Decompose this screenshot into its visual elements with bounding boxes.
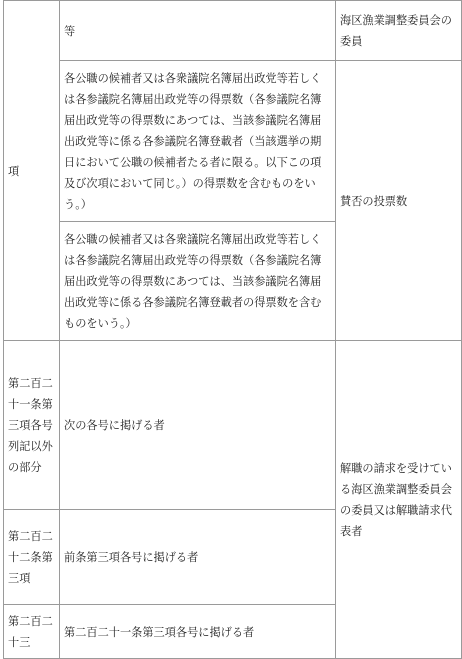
replacement-text-cell: 海区漁業調整委員会の委員: [336, 1, 462, 61]
original-text-cell: 等: [60, 1, 336, 61]
provision-cell: 第二百二十二条第三項: [4, 510, 60, 605]
original-text-cell: 次の各号に掲げる者: [60, 341, 336, 510]
replacement-text-cell: 解職の請求を受けている海区漁業調整委員会の委員又は解職請求代表者: [336, 341, 462, 659]
law-substitution-table: [3, 0, 462, 659]
original-text-cell: 前条第三項各号に掲げる者: [60, 510, 336, 605]
provision-cell: 第二百二十三: [4, 605, 60, 659]
table-row: [4, 1, 462, 61]
original-text-cell: 各公職の候補者又は各衆議院名簿届出政党等若しくは各参議院名簿届出政党等の得票数（各参議院名簿届出政党等の得票数にあつては、当該参議院名簿届出政党等に係る各参議院名簿登載者の得票数を含むものをいう。）: [60, 222, 336, 341]
provision-cell: 第二百二十一条第三項各号列記以外の部分: [4, 341, 60, 510]
provision-cell: 項: [4, 1, 60, 341]
table-row: [4, 341, 462, 510]
replacement-text-cell: 賛否の投票数: [336, 61, 462, 341]
table-row: [4, 61, 462, 222]
original-text-cell: 各公職の候補者又は各衆議院名簿届出政党等若しくは各参議院名簿届出政党等の得票数（各参議院名簿届出政党等の得票数にあつては、当該参議院名簿届出政党等に係る各参議院名簿登載者（当該選挙の期日において公職の候補者たる者に限る。以下この項及び次項において同じ。）の得票数を含むものをいう。）: [60, 61, 336, 222]
original-text-cell: 第二百二十一条第三項各号に掲げる者: [60, 605, 336, 659]
